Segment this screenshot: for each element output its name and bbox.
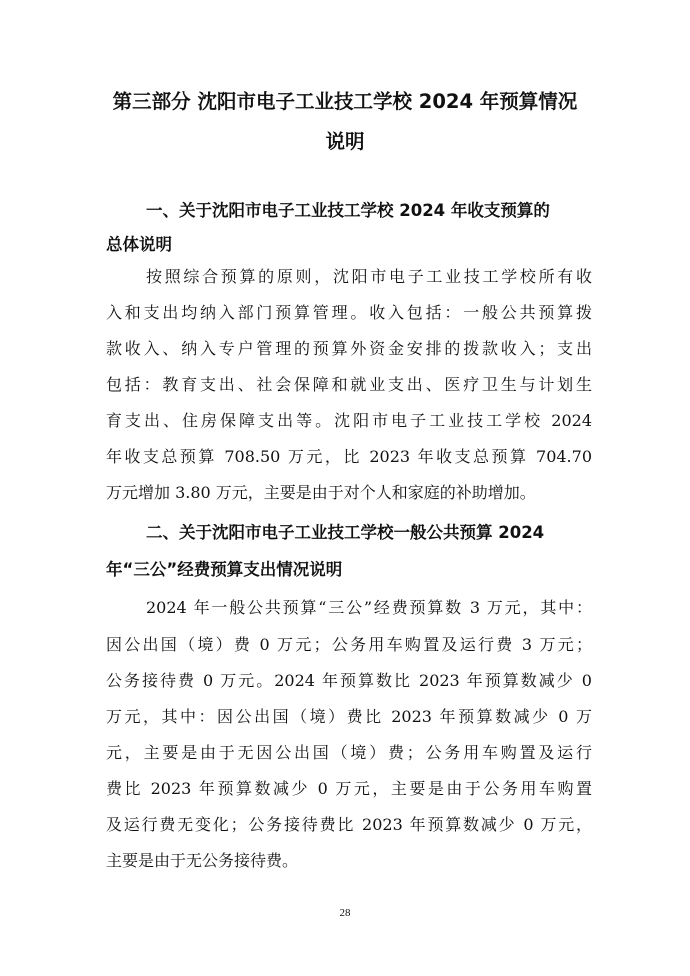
section-2-paragraph-line: 主要是由于无公务接待费。 [106, 851, 299, 870]
section-2-paragraph-line: 万元，其中：因公出国（境）费比 2023 年预算数减少 0 万 [106, 707, 592, 726]
section-1-paragraph-line: 款收入、纳入专户管理的预算外资金安排的拨款收入；支出 [106, 339, 592, 358]
page-number: 28 [339, 907, 351, 919]
document-title-line-2: 说明 [325, 130, 365, 153]
section-1-paragraph-line: 按照综合预算的原则，沈阳市电子工业技工学校所有收 [146, 267, 592, 286]
section-1-paragraph-line: 包括：教育支出、社会保障和就业支出、医疗卫生与计划生 [106, 375, 592, 394]
section-1-heading-line-2: 总体说明 [106, 235, 172, 254]
section-2-heading-line-1: 二、关于沈阳市电子工业技工学校一般公共预算 2024 [146, 523, 545, 542]
section-2-paragraph-line: 及运行费无变化；公务接待费比 2023 年预算数减少 0 万元， [106, 815, 592, 834]
section-2-paragraph-line: 2024 年一般公共预算“三公”经费预算数 3 万元，其中： [146, 598, 592, 617]
section-2-heading-line-2: 年“三公”经费预算支出情况说明 [106, 560, 343, 579]
section-2-paragraph-line: 公务接待费 0 万元。2024 年预算数比 2023 年预算数减少 0 [106, 671, 592, 690]
section-2-paragraph-line: 费比 2023 年预算数减少 0 万元，主要是由于公务用车购置 [106, 779, 592, 798]
document-title-line-1: 第三部分 沈阳市电子工业技工学校 2024 年预算情况 [112, 90, 578, 113]
section-1-paragraph-line: 万元增加 3.80 万元，主要是由于对个人和家庭的补助增加。 [106, 483, 536, 502]
section-1-paragraph-line: 育支出、住房保障支出等。沈阳市电子工业技工学校 2024 [106, 411, 592, 430]
section-1-paragraph-line: 年收支总预算 708.50 万元，比 2023 年收支总预算 704.70 [106, 447, 592, 466]
section-1-paragraph-line: 入和支出均纳入部门预算管理。收入包括：一般公共预算拨 [106, 303, 592, 322]
section-1-heading-line-1: 一、关于沈阳市电子工业技工学校 2024 年收支预算的 [146, 201, 550, 220]
section-2-paragraph-line: 因公出国（境）费 0 万元；公务用车购置及运行费 3 万元； [106, 635, 592, 654]
section-2-paragraph-line: 元，主要是由于无因公出国（境）费；公务用车购置及运行 [106, 743, 592, 762]
